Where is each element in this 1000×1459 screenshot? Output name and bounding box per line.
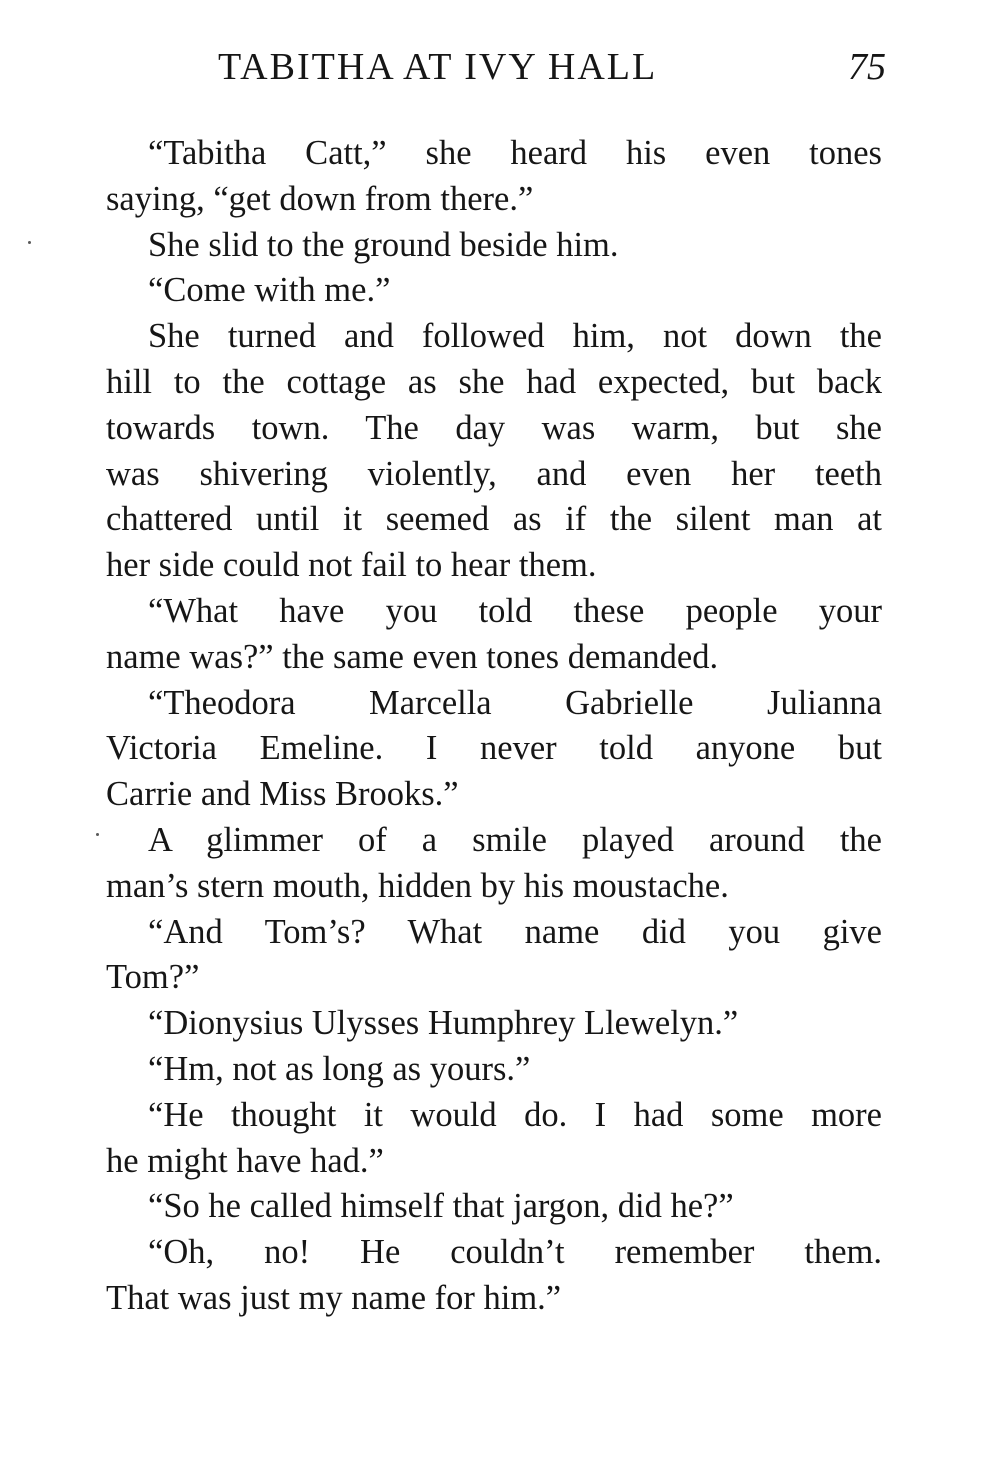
print-speck (28, 241, 31, 244)
print-speck (96, 833, 99, 836)
text-line: chattered until it seemed as if the silent man at (106, 500, 882, 539)
text-line: “So he called himself that jargon, did he?” (148, 1187, 734, 1226)
text-line: “Dionysius Ulysses Humphrey Llewelyn.” (148, 1004, 739, 1043)
text-line: man’s stern mouth, hidden by his moustache. (106, 866, 729, 905)
text-line: name was?” the same even tones demanded. (106, 637, 719, 676)
text-line: That was just my name for him.” (106, 1278, 562, 1317)
text-line: Victoria Emeline. I never told anyone but (106, 729, 882, 768)
text-line: saying, “get down from there.” (106, 179, 534, 218)
text-line: “Come with me.” (148, 271, 391, 310)
text-line: “Hm, not as long as yours.” (148, 1049, 531, 1088)
text-line: “Tabitha Catt,” she heard his even tones (148, 134, 882, 172)
text-line: She slid to the ground beside him. (148, 225, 619, 264)
text-line: towards town. The day was warm, but she (106, 408, 882, 447)
text-line: “He thought it would do. I had some more (148, 1095, 882, 1134)
text-line: he might have had.” (106, 1141, 384, 1180)
running-title: TABITHA AT IVY HALL (218, 46, 658, 88)
text-line: was shivering violently, and even her teeth (106, 454, 882, 493)
body-text (106, 131, 882, 1322)
text-line: “Oh, no! He couldn’t remember them. (148, 1233, 882, 1272)
text-line: Carrie and Miss Brooks.” (106, 775, 459, 814)
text-line: “Theodora Marcella Gabrielle Julianna (148, 683, 882, 722)
text-line: A glimmer of a smile played around the (148, 820, 882, 859)
text-line: her side could not fail to hear them. (106, 546, 597, 585)
text-line: She turned and followed him, not down the (148, 317, 882, 356)
text-line: “And Tom’s? What name did you give (148, 912, 882, 951)
running-head (218, 44, 886, 94)
page-number: 75 (848, 46, 886, 88)
text-line: “What have you told these people your (148, 591, 882, 630)
text-line: Tom?” (106, 958, 200, 997)
text-line: hill to the cottage as she had expected, but back (106, 362, 882, 401)
